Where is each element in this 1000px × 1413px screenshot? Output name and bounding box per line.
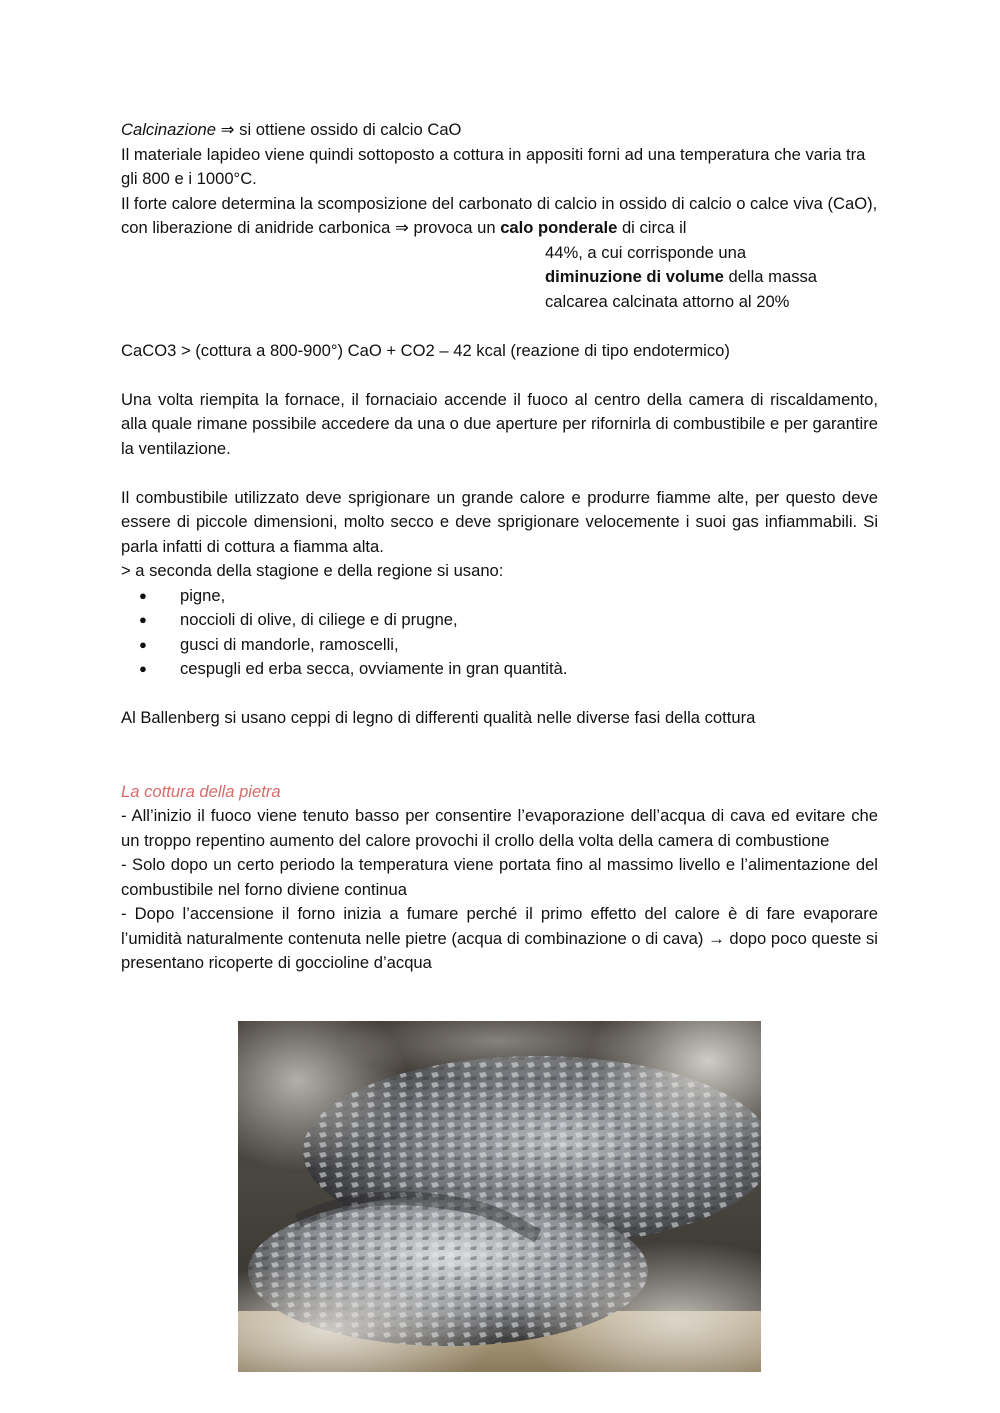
spacer xyxy=(121,731,878,756)
list-item-text: cespugli ed erba secca, ovviamente in gran quantità. xyxy=(180,659,568,678)
list-item-text: pigne, xyxy=(180,585,226,605)
document-body xyxy=(121,118,878,976)
spacer xyxy=(121,461,878,486)
calcination-result: si ottiene ossido di calcio CaO xyxy=(239,120,462,139)
reaction-formula: CaCO3 > (cottura a 800-900°) CaO + CO2 – 42 kcal (reazione di tipo endotermico) xyxy=(121,340,730,360)
indented-line-2 xyxy=(121,265,878,290)
section-heading: La cottura della pietra xyxy=(121,781,281,801)
bullet-icon: ● xyxy=(139,587,147,603)
list-item-text: gusci di mandorle, ramoscelli, xyxy=(180,634,399,654)
bullet-icon: ● xyxy=(139,661,147,676)
calcination-line xyxy=(121,118,878,143)
spacer xyxy=(121,363,878,388)
calo-ponderale: calo ponderale xyxy=(500,218,618,237)
indented-line-1: 44%, a cui corrisponde una xyxy=(545,242,747,262)
section-paragraph-3: - Dopo l’accensione il forno inizia a fumare perché il primo effetto del calore è di fare evaporare l’umidità naturalmente contenuta nelle pietre (acqua di combinazione o di cava) → dopo poco queste si presentano ricoperte di goccioline d’acqua xyxy=(121,904,878,972)
list-item xyxy=(121,584,878,609)
fuel-paragraph: Il combustibile utilizzato deve sprigionare un grande calore e produrre fiamme alte, per questo deve essere di piccole dimensioni, molto secco e deve sprigionare velocemente i suoi gas infiammabili. Si parla infatti di cottura a fiamma alta. xyxy=(121,487,878,556)
fuel-intro: > a seconda della stagione e della regione si usano: xyxy=(121,561,504,580)
kiln-stones-photo xyxy=(238,1021,761,1372)
bullet-icon: ● xyxy=(139,612,147,627)
volume-decrease: diminuzione di volume xyxy=(545,267,724,286)
list-item xyxy=(121,657,878,682)
section-paragraph-2: - Solo dopo un certo periodo la temperatura viene portata fino al massimo livello e l’alimentazione del combustibile nel forno diviene continua xyxy=(121,855,878,899)
spacer xyxy=(121,755,878,780)
ballenberg-note: Al Ballenberg si usano ceppi di legno di differenti qualità nelle diverse fasi della cottura xyxy=(121,708,756,727)
list-item xyxy=(121,633,878,658)
decomposition-text-end: di circa il xyxy=(617,218,687,237)
furnace-paragraph: Una volta riempita la fornace, il fornaciaio accende il fuoco al centro della camera di riscaldamento, alla quale rimane possibile accedere da una o due aperture per rifornirla di combustibile e per garantire la ventilazione. xyxy=(121,389,878,458)
list-item-text: noccioli di olive, di ciliege e di prugne, xyxy=(180,610,458,629)
indented-line-3: calcarea calcinata attorno al 20% xyxy=(545,291,790,311)
implies-arrow: ⇒ xyxy=(220,120,235,139)
section-paragraph-1: - All’inizio il fuoco viene tenuto basso per consentire l’evaporazione dell’acqua di cava ed evitare che un troppo repentino aumento del calore provochi il crollo della volta della camera di combustione xyxy=(121,806,878,850)
spacer xyxy=(121,314,878,339)
calcination-term: Calcinazione xyxy=(121,120,217,139)
calcination-temperature: Il materiale lapideo viene quindi sottoposto a cottura in appositi forni ad una temperatura che varia tra gli 800 e i 1000°C. xyxy=(121,144,866,188)
indented-line-2-end: della massa xyxy=(723,267,818,286)
bullet-icon: ● xyxy=(139,636,147,652)
list-item xyxy=(121,608,878,633)
fuel-list xyxy=(121,584,878,682)
calcination-decomposition xyxy=(121,192,878,241)
spacer xyxy=(121,682,878,707)
decomposition-text: Il forte calore determina la scomposizione del carbonato di calcio in ossido di calcio o calce viva (CaO), con liberazione di anidride carbonica ⇒ provoca un xyxy=(121,193,878,237)
